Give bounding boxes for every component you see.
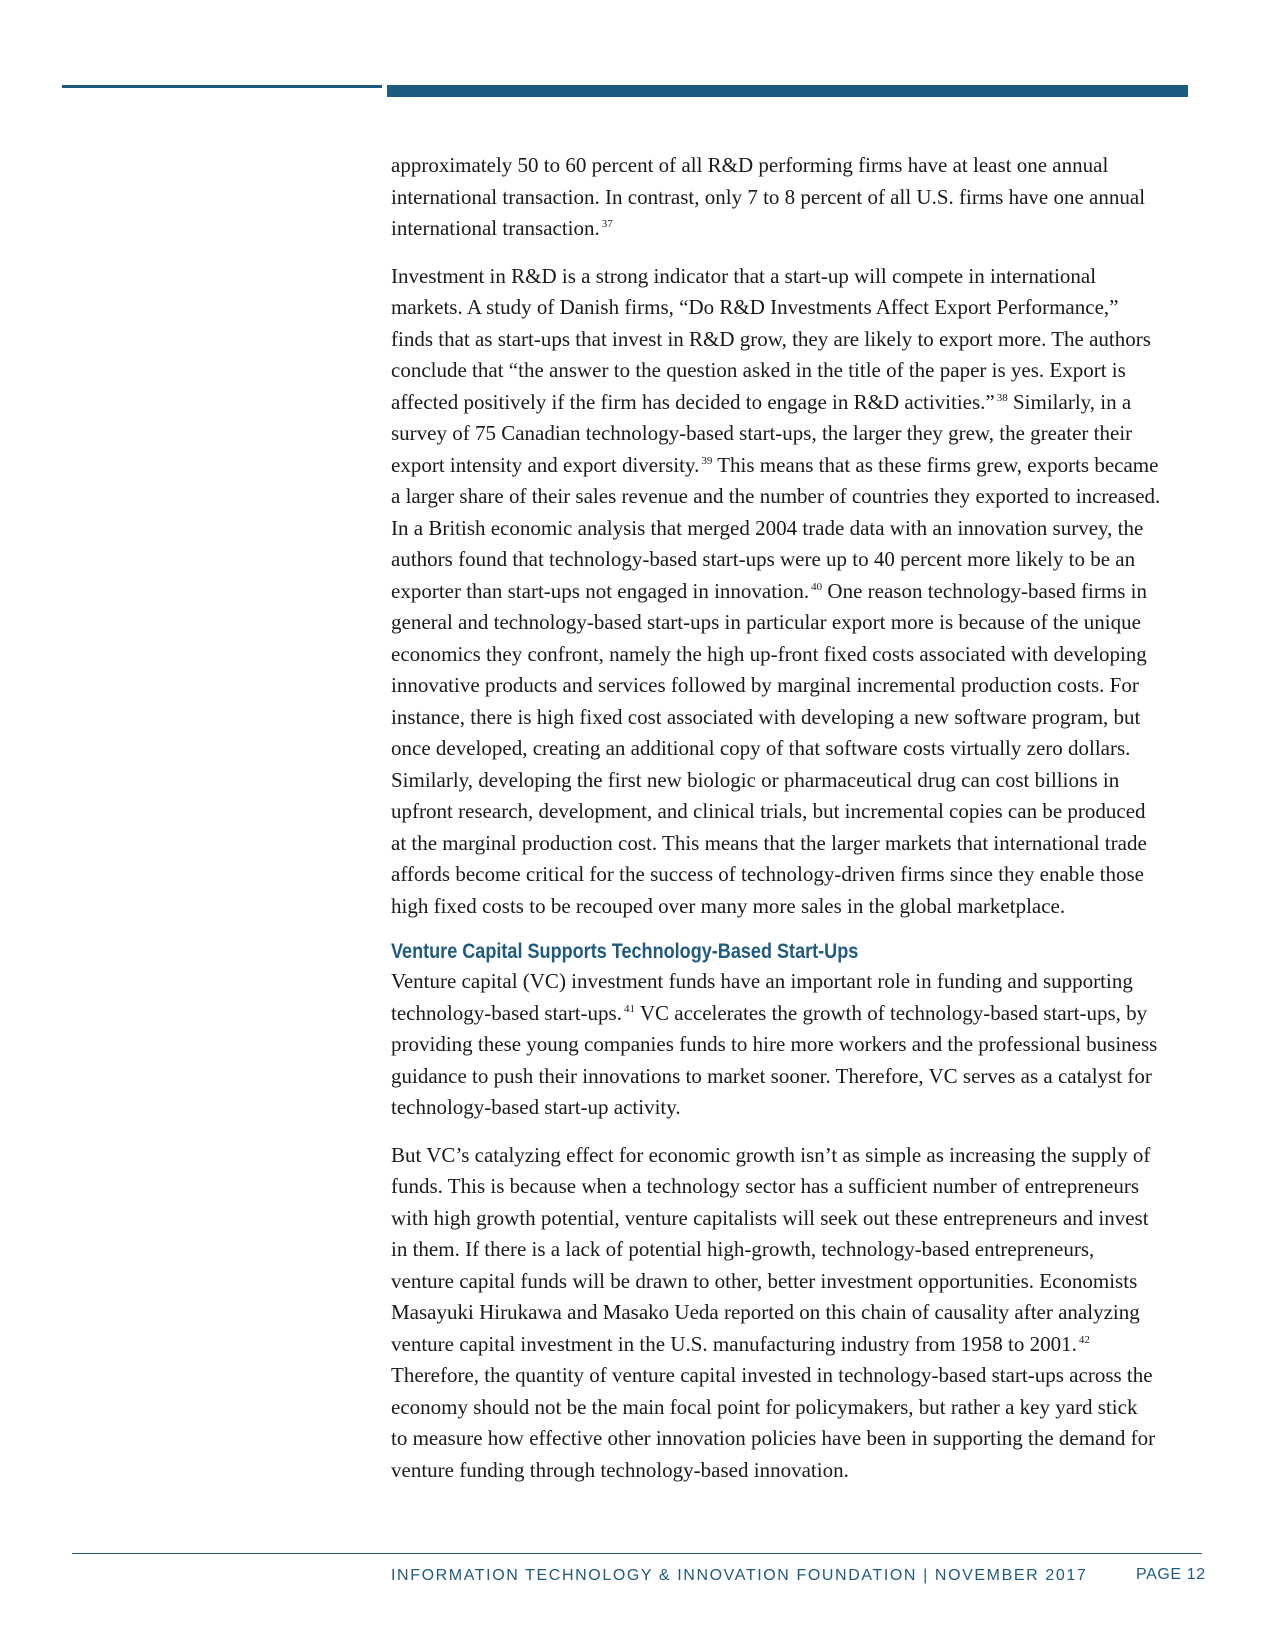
text-line: approximately 50 to 60 percent of all R&D performing firms have at least one annual <box>391 153 1109 177</box>
text-segment: exporter than start-ups not engaged in innovation. <box>391 578 810 603</box>
footnote-ref: 40 <box>811 580 823 593</box>
text-segment: venture capital investment in the U.S. manufacturing industry from 1958 to 2001. <box>391 1331 1077 1356</box>
text-line: a larger share of their sales revenue and the number of countries they exported to increased. <box>391 484 1161 508</box>
text-line: instance, there is high fixed cost associated with developing a new software program, but <box>391 704 1141 729</box>
footnote-ref: 39 <box>701 454 713 467</box>
text-line: upfront research, development, and clinical trials, but incremental copies can be produced <box>391 799 1146 823</box>
paragraph-1 <box>391 150 1211 245</box>
text-line: venture funding through technology-based innovation. <box>391 1457 849 1482</box>
text-line: providing these young companies funds to hire more workers and the professional business <box>391 1032 1158 1056</box>
text-line: Investment in R&D is a strong indicator that a start-up will compete in international <box>391 263 1097 288</box>
footnote-ref: 41 <box>623 1002 635 1015</box>
text-line: to measure how effective other innovation policies have been in supporting the demand for <box>391 1426 1156 1450</box>
text-line: international transaction. In contrast, only 7 to 8 percent of all U.S. firms have one annual <box>391 184 1146 209</box>
text-line: authors found that technology-based start-ups were up to 40 percent more likely to be an <box>391 547 1136 571</box>
text-line: markets. A study of Danish firms, “Do R&D Investments Affect Export Performance,” <box>391 295 1119 319</box>
text-segment: One reason technology-based firms in <box>822 578 1147 603</box>
text-segment: This means that as these firms grew, exports became <box>712 452 1159 477</box>
text-line: But VC’s catalyzing effect for economic growth isn’t as simple as increasing the supply of <box>391 1142 1151 1167</box>
text-line: Venture capital (VC) investment funds have an important role in funding and supporting <box>391 969 1133 993</box>
footnote-ref: 38 <box>996 391 1008 404</box>
text-line: high fixed costs to be recouped over many more sales in the global marketplace. <box>391 893 1066 918</box>
text-segment: international transaction. <box>391 216 600 240</box>
paragraph-2 <box>391 261 1211 923</box>
text-line <box>391 450 1211 482</box>
body-text <box>391 150 1211 1502</box>
section-heading: Venture Capital Supports Technology-Based Start-Ups <box>391 940 859 963</box>
text-line: guidance to push their innovations to market sooner. Therefore, VC serves as a catalyst for <box>391 1063 1152 1088</box>
text-line: survey of 75 Canadian technology-based start-ups, the larger they grew, the greater their <box>391 421 1133 445</box>
text-segment: affected positively if the firm has decided to engage in R&D activities.” <box>391 389 995 414</box>
text-segment: export intensity and export diversity. <box>391 452 700 477</box>
paragraph-3 <box>391 966 1211 1124</box>
text-line: Therefore, the quantity of venture capital invested in technology-based start-ups across the <box>391 1363 1153 1387</box>
text-line: affords become critical for the success of technology-driven firms since they enable those <box>391 862 1145 886</box>
footer-org-date: INFORMATION TECHNOLOGY & INNOVATION FOUNDATION | NOVEMBER 2017 <box>391 1567 1088 1584</box>
text-line <box>391 213 1211 245</box>
text-line: funds. This is because when a technology sector has a sufficient number of entrepreneurs <box>391 1174 1139 1198</box>
text-line <box>391 576 1211 608</box>
text-line: venture capital funds will be drawn to other, better investment opportunities. Economists <box>391 1268 1138 1293</box>
text-segment: technology-based start-ups. <box>391 1000 622 1025</box>
text-line: innovative products and services followed by marginal incremental production costs. For <box>391 673 1139 697</box>
paragraph-4 <box>391 1140 1211 1487</box>
text-line: conclude that “the answer to the question asked in the title of the paper is yes. Export is <box>391 358 1126 382</box>
text-segment: Similarly, in a <box>1007 389 1132 414</box>
footer-rule <box>72 1553 1202 1554</box>
text-line: at the marginal production cost. This means that the larger markets that international trade <box>391 830 1147 855</box>
text-line: economy should not be the main focal point for policymakers, but rather a key yard stick <box>391 1394 1138 1419</box>
text-segment: VC accelerates the growth of technology-based start-ups, by <box>634 1000 1148 1025</box>
footnote-ref: 37 <box>601 218 613 230</box>
text-line <box>391 387 1211 419</box>
text-line: technology-based start-up activity. <box>391 1095 681 1119</box>
header-rule-left <box>62 85 382 88</box>
text-line: In a British economic analysis that merged 2004 trade data with an innovation survey, the <box>391 515 1144 540</box>
page-number: PAGE 12 <box>1136 1566 1206 1583</box>
text-line: economics they confront, namely the high up-front fixed costs associated with developing <box>391 641 1147 666</box>
text-line: Masayuki Hirukawa and Masako Ueda reported on this chain of causality after analyzing <box>391 1300 1140 1324</box>
text-line: in them. If there is a lack of potential high-growth, technology-based entrepreneurs, <box>391 1237 1095 1261</box>
text-line: once developed, creating an additional copy of that software costs virtually zero dollars. <box>391 736 1131 760</box>
text-line <box>391 998 1211 1030</box>
text-line: general and technology-based start-ups in particular export more is because of the unique <box>391 610 1141 634</box>
header-rule-right <box>387 85 1188 97</box>
text-line: finds that as start-ups that invest in R&D grow, they are likely to export more. The authors <box>391 326 1151 351</box>
text-line <box>391 1329 1211 1361</box>
text-line: with high growth potential, venture capitalists will seek out these entrepreneurs and invest <box>391 1205 1149 1230</box>
text-line: Similarly, developing the first new biologic or pharmaceutical drug can cost billions in <box>391 767 1120 792</box>
footnote-ref: 42 <box>1078 1333 1090 1346</box>
